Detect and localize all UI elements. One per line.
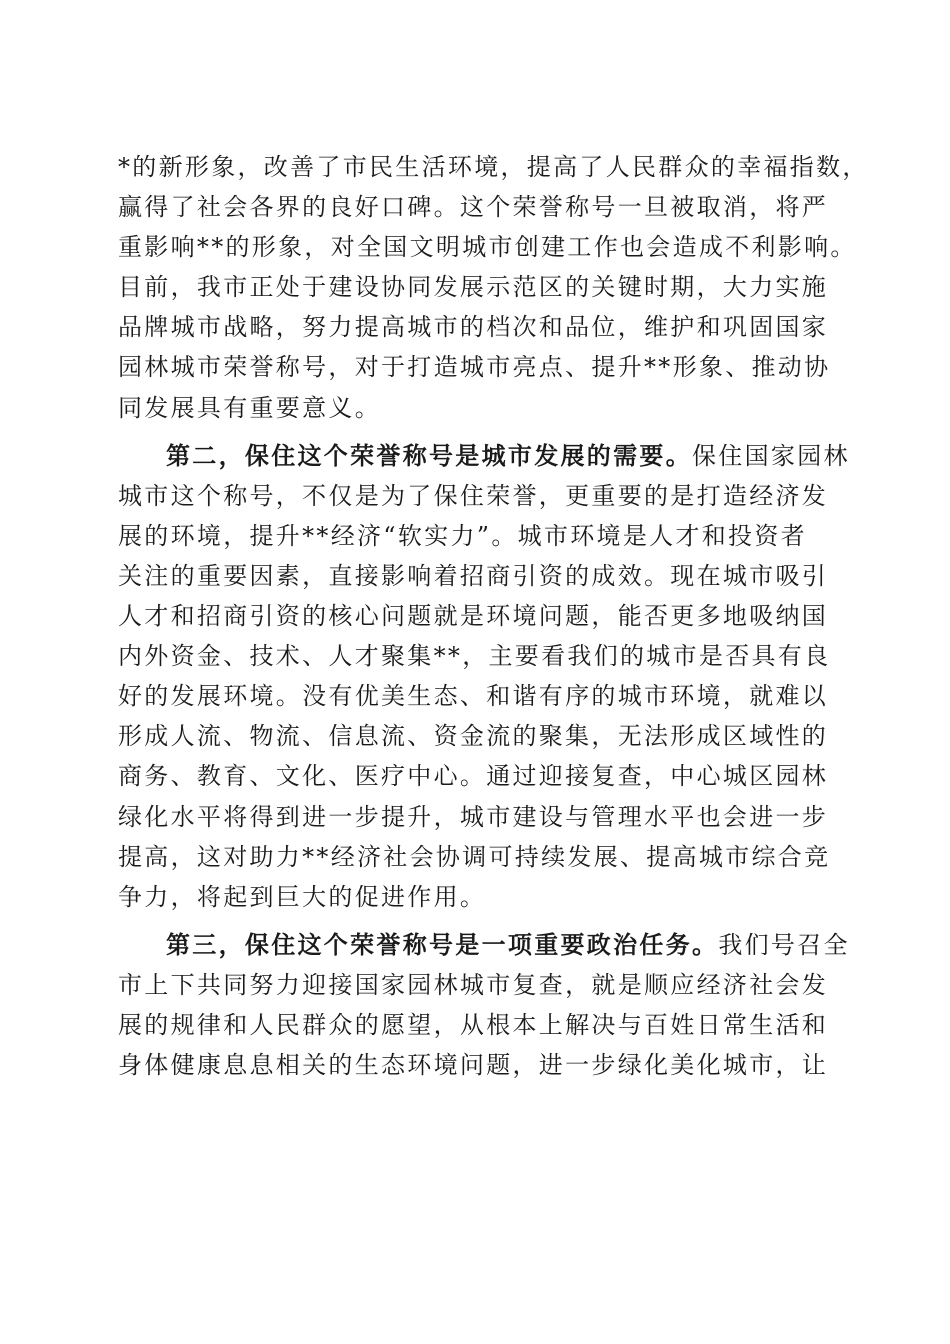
paragraph-line: 争力，将起到巨大的促进作用。 <box>118 882 487 911</box>
paragraph-line: 展的环境，提升**经济“软实力”。城市环境是人才和投资者 <box>118 521 807 550</box>
paragraph-line: 赢得了社会各界的良好口碑。这个荣誉称号一旦被取消，将严 <box>118 193 829 222</box>
paragraph-line: 人才和招商引资的核心问题就是环境问题，能否更多地吸纳国 <box>118 602 829 631</box>
paragraph-text: 保住国家园林 <box>692 441 850 470</box>
paragraph-line: 关注的重要因素，直接影响着招商引资的成效。现在城市吸引 <box>118 561 829 590</box>
document-body <box>118 147 869 1085</box>
paragraph-3 <box>118 925 850 1085</box>
paragraph-line: 好的发展环境。没有优美生态、和谐有序的城市环境，就难以 <box>118 682 829 711</box>
paragraph-line: 市上下共同努力迎接国家园林城市复查，就是顺应经济社会发 <box>118 970 829 999</box>
paragraph-1 <box>118 147 869 428</box>
paragraph-line: 展的规律和人民群众的愿望，从根本上解决与百姓日常生活和 <box>118 1010 829 1039</box>
paragraph-line: 绿化水平将得到进一步提升，城市建设与管理水平也会进一步 <box>118 802 829 831</box>
paragraph-line: 提高，这对助力**经济社会协调可持续发展、提高城市综合竞 <box>118 842 831 871</box>
paragraph-line: 品牌城市战略，努力提高城市的档次和品位，维护和巩固国家 <box>118 313 829 342</box>
paragraph-line: 身体健康息息相关的生态环境问题，进一步绿化美化城市，让 <box>118 1051 829 1080</box>
paragraph-line: 同发展具有重要意义。 <box>118 393 381 422</box>
paragraph-text: 我们号召全 <box>718 930 850 959</box>
paragraph-line: *的新形象，改善了市民生活环境，提高了人民群众的幸福指数， <box>118 153 869 181</box>
paragraph-heading: 第三，保住这个荣誉称号是一项重要政治任务。 <box>166 929 719 959</box>
paragraph-line: 城市这个称号，不仅是为了保住荣誉，更重要的是打造经济发 <box>118 481 829 510</box>
paragraph-line: 商务、教育、文化、医疗中心。通过迎接复查，中心城区园林 <box>118 762 829 791</box>
paragraph-line: 重影响**的形象，对全国文明城市创建工作也会造成不利影响。 <box>118 233 857 262</box>
paragraph-line: 园林城市荣誉称号，对于打造城市亮点、提升**形象、推动协 <box>118 353 831 382</box>
paragraph-line: 目前，我市正处于建设协同发展示范区的关键时期，大力实施 <box>118 273 829 302</box>
paragraph-first-line <box>118 925 850 965</box>
paragraph-2 <box>118 436 850 917</box>
paragraph-line: 内外资金、技术、人才聚集**，主要看我们的城市是否具有良 <box>118 642 831 671</box>
paragraph-heading: 第二，保住这个荣誉称号是城市发展的需要。 <box>166 440 692 470</box>
paragraph-first-line <box>118 436 850 476</box>
paragraph-line: 形成人流、物流、信息流、资金流的聚集，无法形成区域性的 <box>118 722 829 751</box>
